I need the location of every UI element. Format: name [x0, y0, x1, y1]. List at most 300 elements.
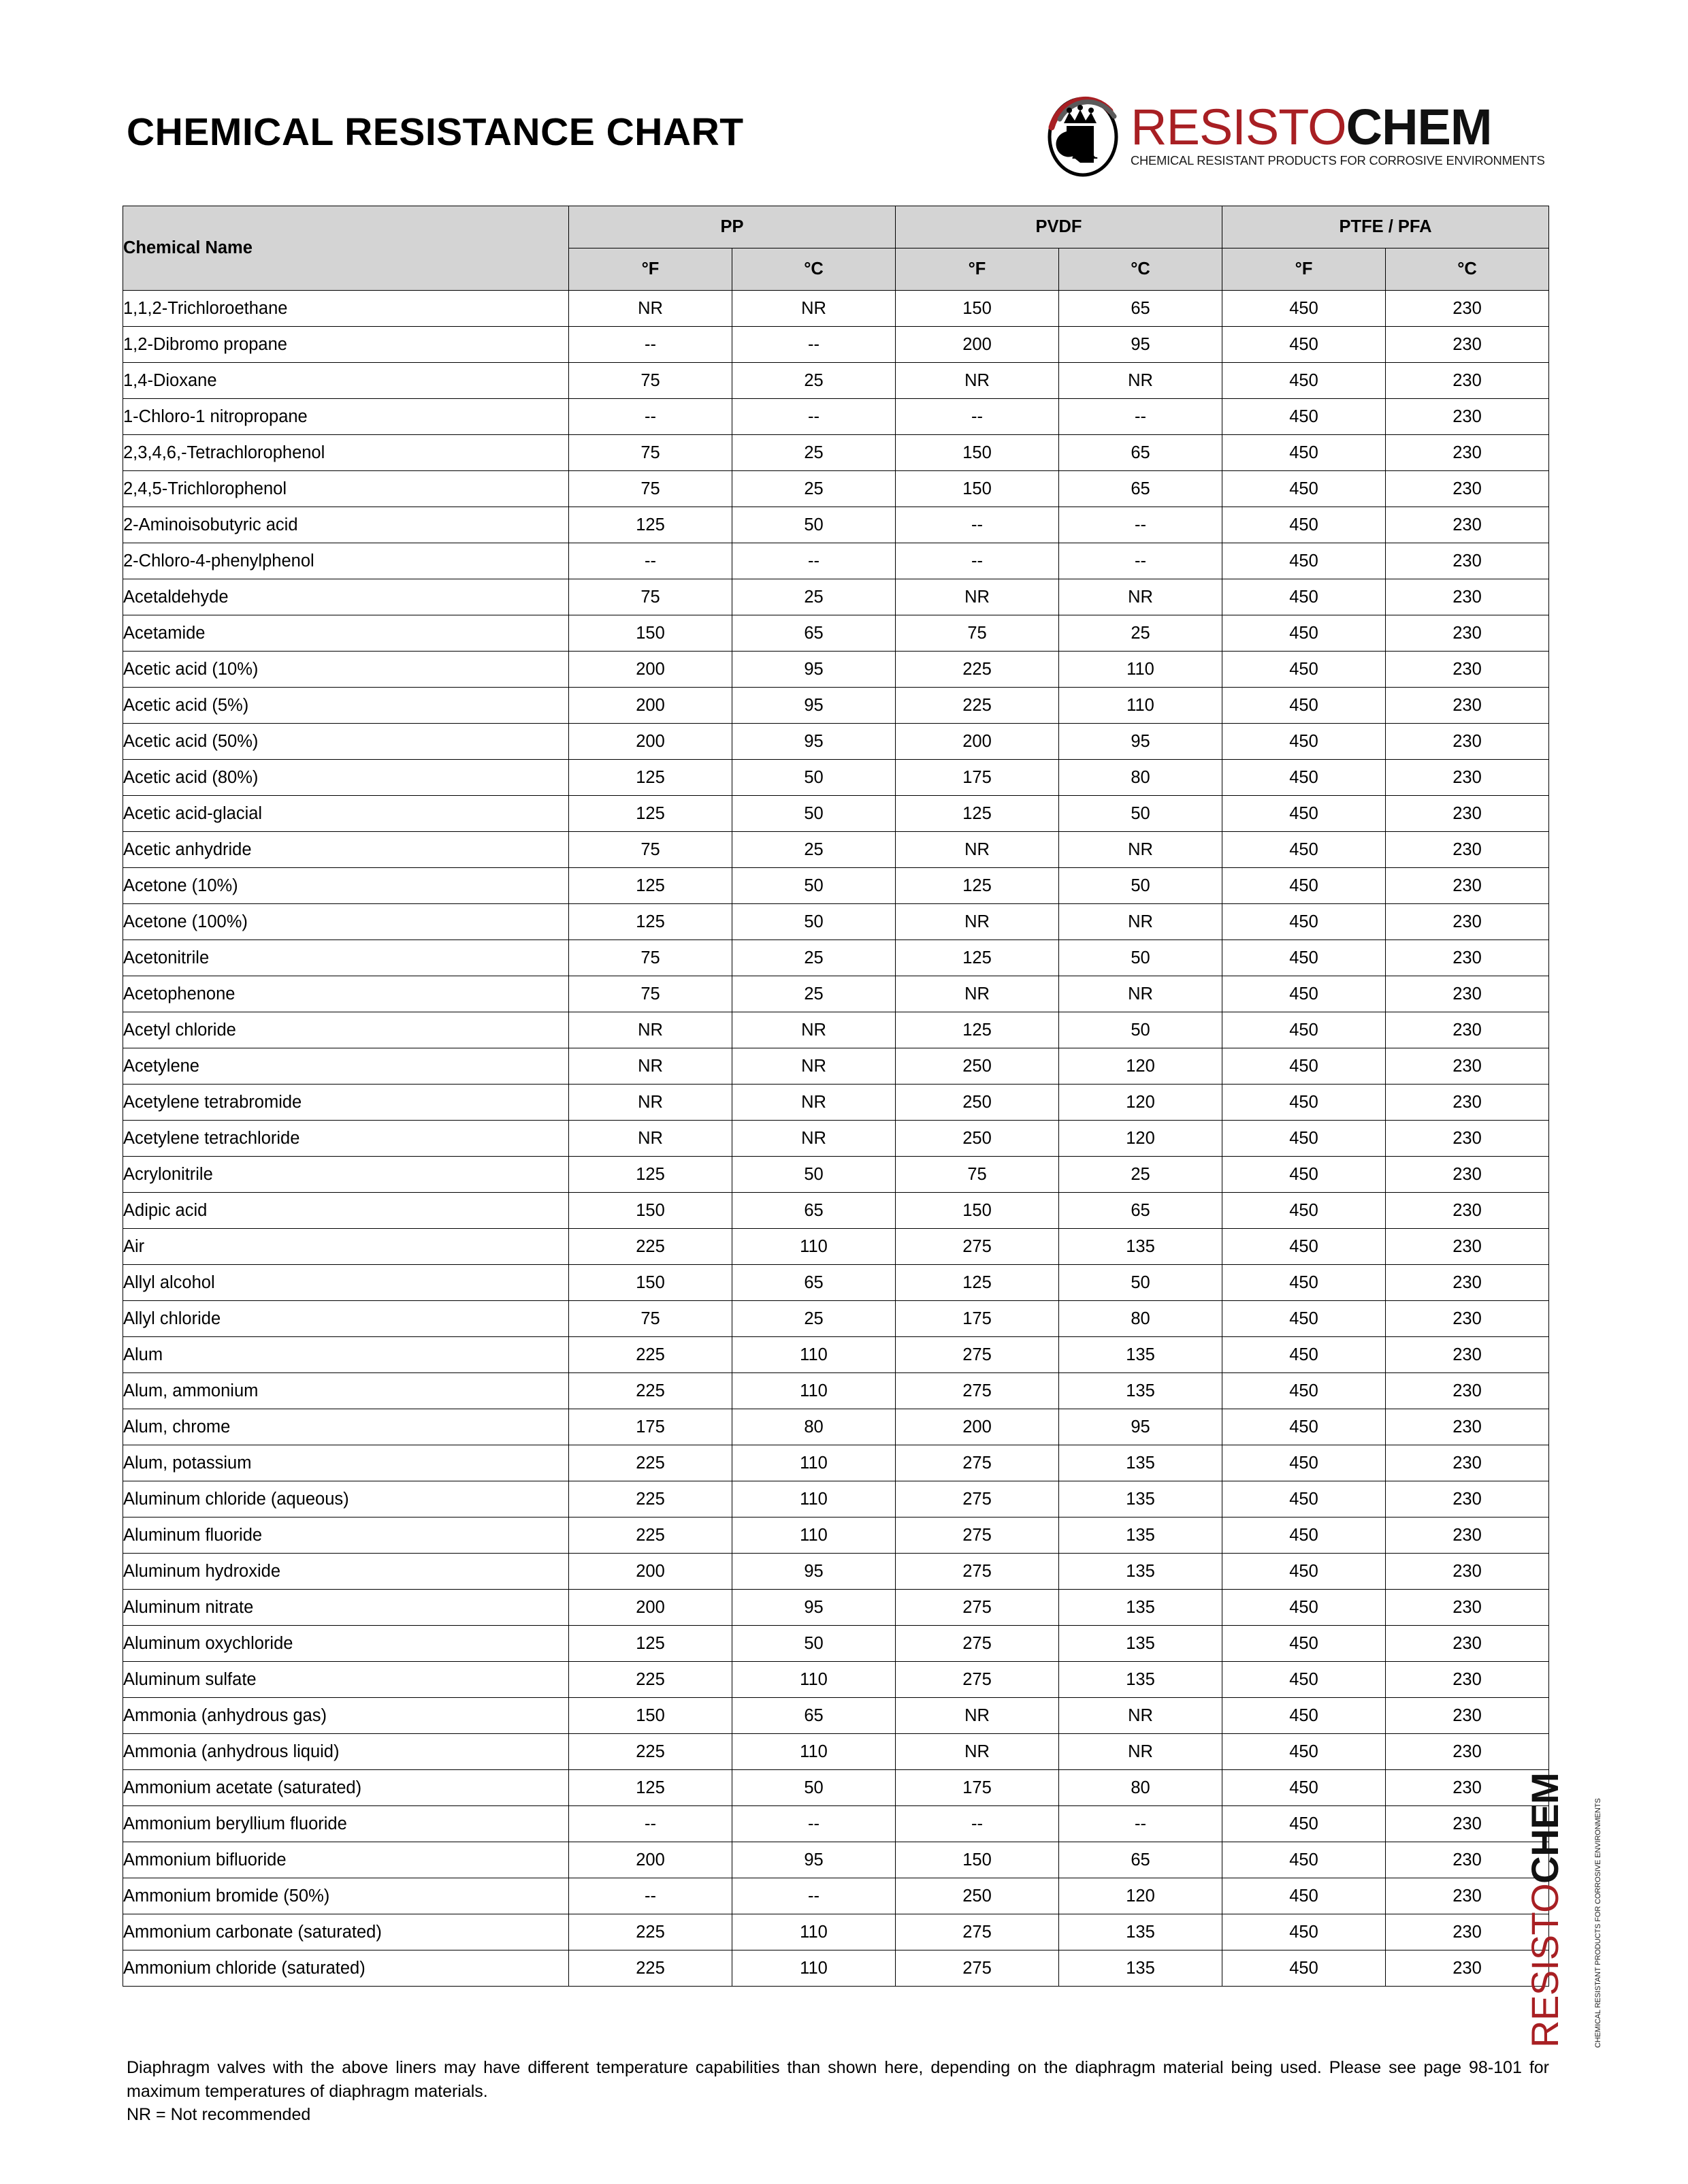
cell-pp-celsius: -- — [732, 1878, 896, 1914]
cell-pvdf-celsius: 120 — [1059, 1878, 1222, 1914]
cell-pvdf-celsius: 135 — [1059, 1229, 1222, 1265]
cell-pp-fahrenheit: 75 — [569, 435, 732, 471]
table-row — [123, 1914, 1549, 1950]
cell-ptfe-fahrenheit: 450 — [1222, 904, 1386, 940]
cell-ptfe-celsius: 230 — [1386, 1626, 1549, 1662]
cell-ptfe-fahrenheit: 450 — [1222, 1950, 1386, 1987]
table-row — [123, 1734, 1549, 1770]
table-row — [123, 1193, 1549, 1229]
cell-pp-fahrenheit: 225 — [569, 1914, 732, 1950]
cell-pvdf-celsius: 135 — [1059, 1554, 1222, 1590]
cell-pp-celsius: NR — [732, 291, 896, 327]
cell-pvdf-celsius: 50 — [1059, 940, 1222, 976]
cell-chemical-name: Acetic acid (50%) — [123, 724, 569, 760]
column-header-group-pp: PP — [569, 206, 896, 248]
table-row — [123, 1048, 1549, 1085]
cell-pp-fahrenheit: 75 — [569, 579, 732, 615]
cell-chemical-name: Aluminum chloride (aqueous) — [123, 1481, 569, 1517]
cell-pvdf-fahrenheit: NR — [896, 904, 1059, 940]
cell-ptfe-celsius: 230 — [1386, 615, 1549, 652]
table-row — [123, 1085, 1549, 1121]
cell-ptfe-celsius: 230 — [1386, 976, 1549, 1012]
cell-pp-celsius: 25 — [732, 471, 896, 507]
cell-pvdf-celsius: 65 — [1059, 471, 1222, 507]
cell-ptfe-fahrenheit: 450 — [1222, 868, 1386, 904]
cell-pp-fahrenheit: 150 — [569, 1698, 732, 1734]
cell-pvdf-celsius: -- — [1059, 1806, 1222, 1842]
column-header-ptfe-fahrenheit: °F — [1222, 248, 1386, 291]
cell-pp-fahrenheit: -- — [569, 399, 732, 435]
cell-ptfe-fahrenheit: 450 — [1222, 724, 1386, 760]
cell-pvdf-fahrenheit: 150 — [896, 435, 1059, 471]
cell-pp-celsius: 25 — [732, 579, 896, 615]
cell-pp-celsius: 95 — [732, 724, 896, 760]
cell-pp-fahrenheit: 125 — [569, 1770, 732, 1806]
cell-ptfe-celsius: 230 — [1386, 1265, 1549, 1301]
logo-wordmark — [1131, 99, 1549, 155]
cell-ptfe-celsius: 230 — [1386, 1193, 1549, 1229]
cell-pvdf-celsius: -- — [1059, 399, 1222, 435]
table-row — [123, 652, 1549, 688]
cell-ptfe-celsius: 230 — [1386, 1517, 1549, 1554]
table-row — [123, 1409, 1549, 1445]
footer-notes — [127, 2056, 1549, 2127]
cell-chemical-name: Allyl chloride — [123, 1301, 569, 1337]
cell-pp-celsius: -- — [732, 1806, 896, 1842]
table-row — [123, 1481, 1549, 1517]
page-title: CHEMICAL RESISTANCE CHART — [127, 110, 744, 154]
cell-chemical-name: 1,4-Dioxane — [123, 363, 569, 399]
cell-pvdf-fahrenheit: 250 — [896, 1085, 1059, 1121]
cell-chemical-name: Aluminum sulfate — [123, 1662, 569, 1698]
cell-pp-fahrenheit: 175 — [569, 1409, 732, 1445]
cell-pp-celsius: 50 — [732, 868, 896, 904]
cell-pvdf-fahrenheit: 200 — [896, 1409, 1059, 1445]
cell-ptfe-celsius: 230 — [1386, 399, 1549, 435]
cell-pvdf-celsius: 95 — [1059, 327, 1222, 363]
table-row — [123, 1806, 1549, 1842]
cell-ptfe-celsius: 230 — [1386, 1590, 1549, 1626]
table-row — [123, 1373, 1549, 1409]
cell-ptfe-fahrenheit: 450 — [1222, 615, 1386, 652]
cell-chemical-name: 1-Chloro-1 nitropropane — [123, 399, 569, 435]
cell-ptfe-celsius: 230 — [1386, 1734, 1549, 1770]
cell-pvdf-celsius: 25 — [1059, 1157, 1222, 1193]
column-header-group-ptfe-pfa: PTFE / PFA — [1222, 206, 1549, 248]
cell-ptfe-fahrenheit: 450 — [1222, 1806, 1386, 1842]
table-row — [123, 1337, 1549, 1373]
cell-pvdf-fahrenheit: NR — [896, 1698, 1059, 1734]
cell-chemical-name: Ammonia (anhydrous gas) — [123, 1698, 569, 1734]
cell-chemical-name: Ammonium beryllium fluoride — [123, 1806, 569, 1842]
cell-chemical-name: 2,3,4,6,-Tetrachlorophenol — [123, 435, 569, 471]
cell-pp-fahrenheit: NR — [569, 291, 732, 327]
cell-pvdf-fahrenheit: 150 — [896, 291, 1059, 327]
cell-pp-fahrenheit: -- — [569, 1806, 732, 1842]
cell-ptfe-celsius: 230 — [1386, 435, 1549, 471]
cell-pp-fahrenheit: 75 — [569, 471, 732, 507]
cell-ptfe-fahrenheit: 450 — [1222, 435, 1386, 471]
table-row — [123, 327, 1549, 363]
cell-ptfe-fahrenheit: 450 — [1222, 832, 1386, 868]
cell-ptfe-celsius: 230 — [1386, 579, 1549, 615]
cell-chemical-name: Alum — [123, 1337, 569, 1373]
cell-ptfe-celsius: 230 — [1386, 652, 1549, 688]
cell-pp-fahrenheit: 75 — [569, 976, 732, 1012]
logo-tagline: CHEMICAL RESISTANT PRODUCTS FOR CORROSIVE ENVIRONMENTS — [1131, 153, 1545, 168]
cell-ptfe-fahrenheit: 450 — [1222, 1445, 1386, 1481]
cell-pp-celsius: 110 — [732, 1517, 896, 1554]
cell-pp-celsius: 65 — [732, 1698, 896, 1734]
cell-chemical-name: Acetone (100%) — [123, 904, 569, 940]
footer-note-legend: NR = Not recommended — [127, 2105, 311, 2124]
cell-ptfe-fahrenheit: 450 — [1222, 1265, 1386, 1301]
cell-pvdf-fahrenheit: 150 — [896, 471, 1059, 507]
cell-ptfe-celsius: 230 — [1386, 291, 1549, 327]
cell-pp-fahrenheit: 75 — [569, 363, 732, 399]
cell-ptfe-celsius: 230 — [1386, 868, 1549, 904]
table-body — [123, 291, 1549, 1987]
table-row — [123, 1445, 1549, 1481]
cell-pvdf-celsius: NR — [1059, 976, 1222, 1012]
cell-pp-celsius: 50 — [732, 1626, 896, 1662]
cell-pvdf-celsius: 135 — [1059, 1590, 1222, 1626]
table-row — [123, 724, 1549, 760]
table-row — [123, 1950, 1549, 1987]
cell-pvdf-celsius: 95 — [1059, 724, 1222, 760]
lion-crest-logo-icon — [1039, 92, 1126, 179]
cell-chemical-name: Acetylene tetrachloride — [123, 1121, 569, 1157]
table-row — [123, 399, 1549, 435]
cell-pp-fahrenheit: 225 — [569, 1229, 732, 1265]
cell-pvdf-fahrenheit: 250 — [896, 1121, 1059, 1157]
cell-pvdf-celsius: NR — [1059, 363, 1222, 399]
cell-pvdf-fahrenheit: 225 — [896, 688, 1059, 724]
cell-chemical-name: Alum, potassium — [123, 1445, 569, 1481]
cell-ptfe-celsius: 230 — [1386, 1950, 1549, 1987]
cell-pp-fahrenheit: 200 — [569, 688, 732, 724]
cell-pp-celsius: 110 — [732, 1445, 896, 1481]
cell-ptfe-celsius: 230 — [1386, 724, 1549, 760]
cell-chemical-name: 2-Aminoisobutyric acid — [123, 507, 569, 543]
cell-pp-fahrenheit: 150 — [569, 1193, 732, 1229]
chemical-resistance-table — [123, 206, 1549, 1987]
table-row — [123, 507, 1549, 543]
table-row — [123, 940, 1549, 976]
cell-pvdf-celsius: 50 — [1059, 1265, 1222, 1301]
cell-pp-fahrenheit: 150 — [569, 615, 732, 652]
cell-pvdf-celsius: NR — [1059, 1734, 1222, 1770]
cell-pp-celsius: 80 — [732, 1409, 896, 1445]
cell-ptfe-celsius: 230 — [1386, 1229, 1549, 1265]
cell-chemical-name: 2,4,5-Trichlorophenol — [123, 471, 569, 507]
cell-ptfe-celsius: 230 — [1386, 1373, 1549, 1409]
cell-pp-celsius: 50 — [732, 796, 896, 832]
table-row — [123, 1517, 1549, 1554]
cell-chemical-name: Ammonium bifluoride — [123, 1842, 569, 1878]
cell-pp-celsius: 110 — [732, 1950, 896, 1987]
page-header — [127, 92, 1549, 184]
cell-ptfe-celsius: 230 — [1386, 688, 1549, 724]
cell-ptfe-fahrenheit: 450 — [1222, 1481, 1386, 1517]
cell-pp-fahrenheit: 200 — [569, 724, 732, 760]
cell-pvdf-fahrenheit: 125 — [896, 1012, 1059, 1048]
cell-chemical-name: Acetaldehyde — [123, 579, 569, 615]
cell-pp-celsius: 50 — [732, 1770, 896, 1806]
cell-chemical-name: Acetonitrile — [123, 940, 569, 976]
cell-pvdf-fahrenheit: 275 — [896, 1229, 1059, 1265]
cell-pp-fahrenheit: 125 — [569, 1626, 732, 1662]
cell-ptfe-fahrenheit: 450 — [1222, 760, 1386, 796]
cell-ptfe-celsius: 230 — [1386, 832, 1549, 868]
cell-ptfe-fahrenheit: 450 — [1222, 1842, 1386, 1878]
table-row — [123, 1229, 1549, 1265]
cell-chemical-name: Acetic acid (5%) — [123, 688, 569, 724]
cell-ptfe-fahrenheit: 450 — [1222, 1301, 1386, 1337]
cell-chemical-name: Acetyl chloride — [123, 1012, 569, 1048]
cell-pp-fahrenheit: NR — [569, 1012, 732, 1048]
cell-pvdf-celsius: 135 — [1059, 1517, 1222, 1554]
cell-pp-celsius: 95 — [732, 1590, 896, 1626]
cell-chemical-name: Ammonium bromide (50%) — [123, 1878, 569, 1914]
cell-ptfe-fahrenheit: 450 — [1222, 291, 1386, 327]
cell-pp-fahrenheit: 125 — [569, 868, 732, 904]
cell-ptfe-fahrenheit: 450 — [1222, 1337, 1386, 1373]
cell-pp-celsius: NR — [732, 1048, 896, 1085]
cell-pp-celsius: 65 — [732, 1265, 896, 1301]
table-row — [123, 615, 1549, 652]
cell-ptfe-celsius: 230 — [1386, 363, 1549, 399]
cell-pp-fahrenheit: 225 — [569, 1373, 732, 1409]
cell-ptfe-fahrenheit: 450 — [1222, 1373, 1386, 1409]
cell-pvdf-fahrenheit: 275 — [896, 1445, 1059, 1481]
column-header-chemical-name: Chemical Name — [123, 206, 569, 291]
cell-pvdf-celsius: 135 — [1059, 1445, 1222, 1481]
cell-chemical-name: Acetic acid-glacial — [123, 796, 569, 832]
cell-chemical-name: Air — [123, 1229, 569, 1265]
table-row — [123, 1157, 1549, 1193]
cell-chemical-name: Acetic acid (10%) — [123, 652, 569, 688]
cell-pvdf-celsius: 110 — [1059, 688, 1222, 724]
column-header-pvdf-fahrenheit: °F — [896, 248, 1059, 291]
cell-ptfe-fahrenheit: 450 — [1222, 471, 1386, 507]
logo-text-block — [1131, 92, 1549, 168]
cell-ptfe-fahrenheit: 450 — [1222, 399, 1386, 435]
cell-pp-fahrenheit: 125 — [569, 507, 732, 543]
cell-ptfe-fahrenheit: 450 — [1222, 1121, 1386, 1157]
cell-chemical-name: Ammonium carbonate (saturated) — [123, 1914, 569, 1950]
cell-pp-fahrenheit: 200 — [569, 1554, 732, 1590]
cell-chemical-name: 1,1,2-Trichloroethane — [123, 291, 569, 327]
side-logo-word-resisto: RESISTO — [1523, 1883, 1566, 2048]
side-logo-wordmark — [1523, 1772, 1566, 2048]
table-row — [123, 868, 1549, 904]
cell-pp-celsius: 110 — [732, 1662, 896, 1698]
cell-pp-celsius: 110 — [732, 1337, 896, 1373]
cell-pvdf-fahrenheit: 275 — [896, 1662, 1059, 1698]
cell-pvdf-fahrenheit: -- — [896, 507, 1059, 543]
table-row — [123, 1590, 1549, 1626]
cell-chemical-name: 2-Chloro-4-phenylphenol — [123, 543, 569, 579]
cell-ptfe-celsius: 230 — [1386, 327, 1549, 363]
cell-pvdf-fahrenheit: 150 — [896, 1193, 1059, 1229]
cell-ptfe-celsius: 230 — [1386, 796, 1549, 832]
table-row — [123, 1878, 1549, 1914]
cell-chemical-name: Acetophenone — [123, 976, 569, 1012]
cell-pvdf-fahrenheit: 175 — [896, 760, 1059, 796]
cell-pp-celsius: 50 — [732, 507, 896, 543]
cell-ptfe-celsius: 230 — [1386, 1842, 1549, 1878]
cell-ptfe-fahrenheit: 450 — [1222, 1517, 1386, 1554]
cell-pp-fahrenheit: 200 — [569, 1842, 732, 1878]
table-row — [123, 1012, 1549, 1048]
cell-ptfe-celsius: 230 — [1386, 904, 1549, 940]
cell-pp-fahrenheit: NR — [569, 1085, 732, 1121]
cell-ptfe-fahrenheit: 450 — [1222, 1409, 1386, 1445]
table-row — [123, 760, 1549, 796]
cell-ptfe-fahrenheit: 450 — [1222, 688, 1386, 724]
cell-pvdf-celsius: 65 — [1059, 435, 1222, 471]
cell-pvdf-fahrenheit: 250 — [896, 1048, 1059, 1085]
cell-pp-celsius: 65 — [732, 615, 896, 652]
cell-ptfe-celsius: 230 — [1386, 1770, 1549, 1806]
cell-pp-fahrenheit: 75 — [569, 832, 732, 868]
cell-ptfe-fahrenheit: 450 — [1222, 327, 1386, 363]
cell-pvdf-fahrenheit: 275 — [896, 1481, 1059, 1517]
cell-pvdf-celsius: 65 — [1059, 1193, 1222, 1229]
cell-pp-fahrenheit: 125 — [569, 904, 732, 940]
cell-pvdf-fahrenheit: 150 — [896, 1842, 1059, 1878]
table-row — [123, 471, 1549, 507]
cell-chemical-name: Aluminum fluoride — [123, 1517, 569, 1554]
table-row — [123, 291, 1549, 327]
cell-pp-celsius: 110 — [732, 1734, 896, 1770]
cell-pvdf-fahrenheit: 200 — [896, 327, 1059, 363]
column-header-group-pvdf: PVDF — [896, 206, 1222, 248]
column-header-pp-fahrenheit: °F — [569, 248, 732, 291]
cell-pp-fahrenheit: 125 — [569, 796, 732, 832]
cell-pvdf-celsius: 135 — [1059, 1481, 1222, 1517]
cell-pvdf-fahrenheit: 175 — [896, 1301, 1059, 1337]
cell-pvdf-fahrenheit: 275 — [896, 1517, 1059, 1554]
cell-pvdf-fahrenheit: 125 — [896, 940, 1059, 976]
cell-pvdf-fahrenheit: -- — [896, 399, 1059, 435]
cell-chemical-name: Aluminum oxychloride — [123, 1626, 569, 1662]
cell-pvdf-celsius: 80 — [1059, 1770, 1222, 1806]
cell-ptfe-fahrenheit: 450 — [1222, 1626, 1386, 1662]
cell-chemical-name: Alum, chrome — [123, 1409, 569, 1445]
cell-ptfe-celsius: 230 — [1386, 1698, 1549, 1734]
logo-word-resisto: RESISTO — [1131, 99, 1346, 155]
cell-ptfe-celsius: 230 — [1386, 1445, 1549, 1481]
cell-pvdf-fahrenheit: 75 — [896, 615, 1059, 652]
cell-pvdf-celsius: 120 — [1059, 1121, 1222, 1157]
cell-ptfe-celsius: 230 — [1386, 471, 1549, 507]
cell-pvdf-fahrenheit: NR — [896, 832, 1059, 868]
cell-pp-celsius: 95 — [732, 652, 896, 688]
cell-pvdf-celsius: NR — [1059, 1698, 1222, 1734]
cell-ptfe-fahrenheit: 450 — [1222, 1157, 1386, 1193]
logo-word-chem: CHEM — [1346, 99, 1492, 155]
table-row — [123, 1626, 1549, 1662]
cell-pvdf-fahrenheit: 125 — [896, 1265, 1059, 1301]
cell-ptfe-fahrenheit: 450 — [1222, 507, 1386, 543]
resistochem-logo — [1039, 92, 1549, 180]
cell-ptfe-fahrenheit: 450 — [1222, 1048, 1386, 1085]
cell-pp-celsius: -- — [732, 543, 896, 579]
cell-pvdf-celsius: 25 — [1059, 615, 1222, 652]
cell-pp-fahrenheit: NR — [569, 1121, 732, 1157]
cell-pvdf-fahrenheit: 75 — [896, 1157, 1059, 1193]
cell-ptfe-celsius: 230 — [1386, 1301, 1549, 1337]
cell-chemical-name: Acetylene tetrabromide — [123, 1085, 569, 1121]
cell-pvdf-celsius: 135 — [1059, 1373, 1222, 1409]
cell-pvdf-fahrenheit: 125 — [896, 796, 1059, 832]
cell-pvdf-celsius: 95 — [1059, 1409, 1222, 1445]
cell-pp-fahrenheit: 225 — [569, 1662, 732, 1698]
cell-ptfe-celsius: 230 — [1386, 1806, 1549, 1842]
cell-ptfe-fahrenheit: 450 — [1222, 796, 1386, 832]
cell-pp-fahrenheit: 225 — [569, 1337, 732, 1373]
cell-pp-celsius: 110 — [732, 1229, 896, 1265]
cell-pp-celsius: NR — [732, 1012, 896, 1048]
cell-pvdf-celsius: 135 — [1059, 1914, 1222, 1950]
cell-chemical-name: Aluminum nitrate — [123, 1590, 569, 1626]
cell-pvdf-celsius: 65 — [1059, 1842, 1222, 1878]
cell-pvdf-celsius: 135 — [1059, 1662, 1222, 1698]
cell-pvdf-fahrenheit: -- — [896, 1806, 1059, 1842]
table-row — [123, 1770, 1549, 1806]
cell-ptfe-fahrenheit: 450 — [1222, 1662, 1386, 1698]
cell-pp-celsius: 110 — [732, 1914, 896, 1950]
cell-pvdf-fahrenheit: 275 — [896, 1337, 1059, 1373]
cell-pp-fahrenheit: 200 — [569, 1590, 732, 1626]
cell-ptfe-fahrenheit: 450 — [1222, 976, 1386, 1012]
cell-ptfe-celsius: 230 — [1386, 1085, 1549, 1121]
cell-chemical-name: Allyl alcohol — [123, 1265, 569, 1301]
cell-ptfe-fahrenheit: 450 — [1222, 363, 1386, 399]
cell-chemical-name: 1,2-Dibromo propane — [123, 327, 569, 363]
cell-chemical-name: Ammonium chloride (saturated) — [123, 1950, 569, 1987]
cell-pp-celsius: 50 — [732, 904, 896, 940]
cell-pp-fahrenheit: 225 — [569, 1734, 732, 1770]
cell-ptfe-fahrenheit: 450 — [1222, 543, 1386, 579]
cell-pp-celsius: 65 — [732, 1193, 896, 1229]
cell-pvdf-fahrenheit: 275 — [896, 1950, 1059, 1987]
cell-pvdf-celsius: NR — [1059, 579, 1222, 615]
cell-ptfe-celsius: 230 — [1386, 1878, 1549, 1914]
cell-pp-celsius: 25 — [732, 1301, 896, 1337]
table-row — [123, 1121, 1549, 1157]
cell-pp-celsius: -- — [732, 327, 896, 363]
cell-pp-fahrenheit: -- — [569, 327, 732, 363]
cell-pp-fahrenheit: 225 — [569, 1445, 732, 1481]
cell-pp-celsius: 95 — [732, 688, 896, 724]
cell-ptfe-celsius: 230 — [1386, 1662, 1549, 1698]
cell-pp-fahrenheit: -- — [569, 1878, 732, 1914]
cell-ptfe-celsius: 230 — [1386, 507, 1549, 543]
cell-ptfe-fahrenheit: 450 — [1222, 1770, 1386, 1806]
cell-ptfe-celsius: 230 — [1386, 1554, 1549, 1590]
cell-pvdf-celsius: 80 — [1059, 1301, 1222, 1337]
table-row — [123, 1842, 1549, 1878]
cell-pp-fahrenheit: 75 — [569, 1301, 732, 1337]
cell-pvdf-celsius: 135 — [1059, 1950, 1222, 1987]
table-row — [123, 904, 1549, 940]
table-row — [123, 976, 1549, 1012]
cell-pvdf-fahrenheit: NR — [896, 363, 1059, 399]
cell-chemical-name: Ammonia (anhydrous liquid) — [123, 1734, 569, 1770]
